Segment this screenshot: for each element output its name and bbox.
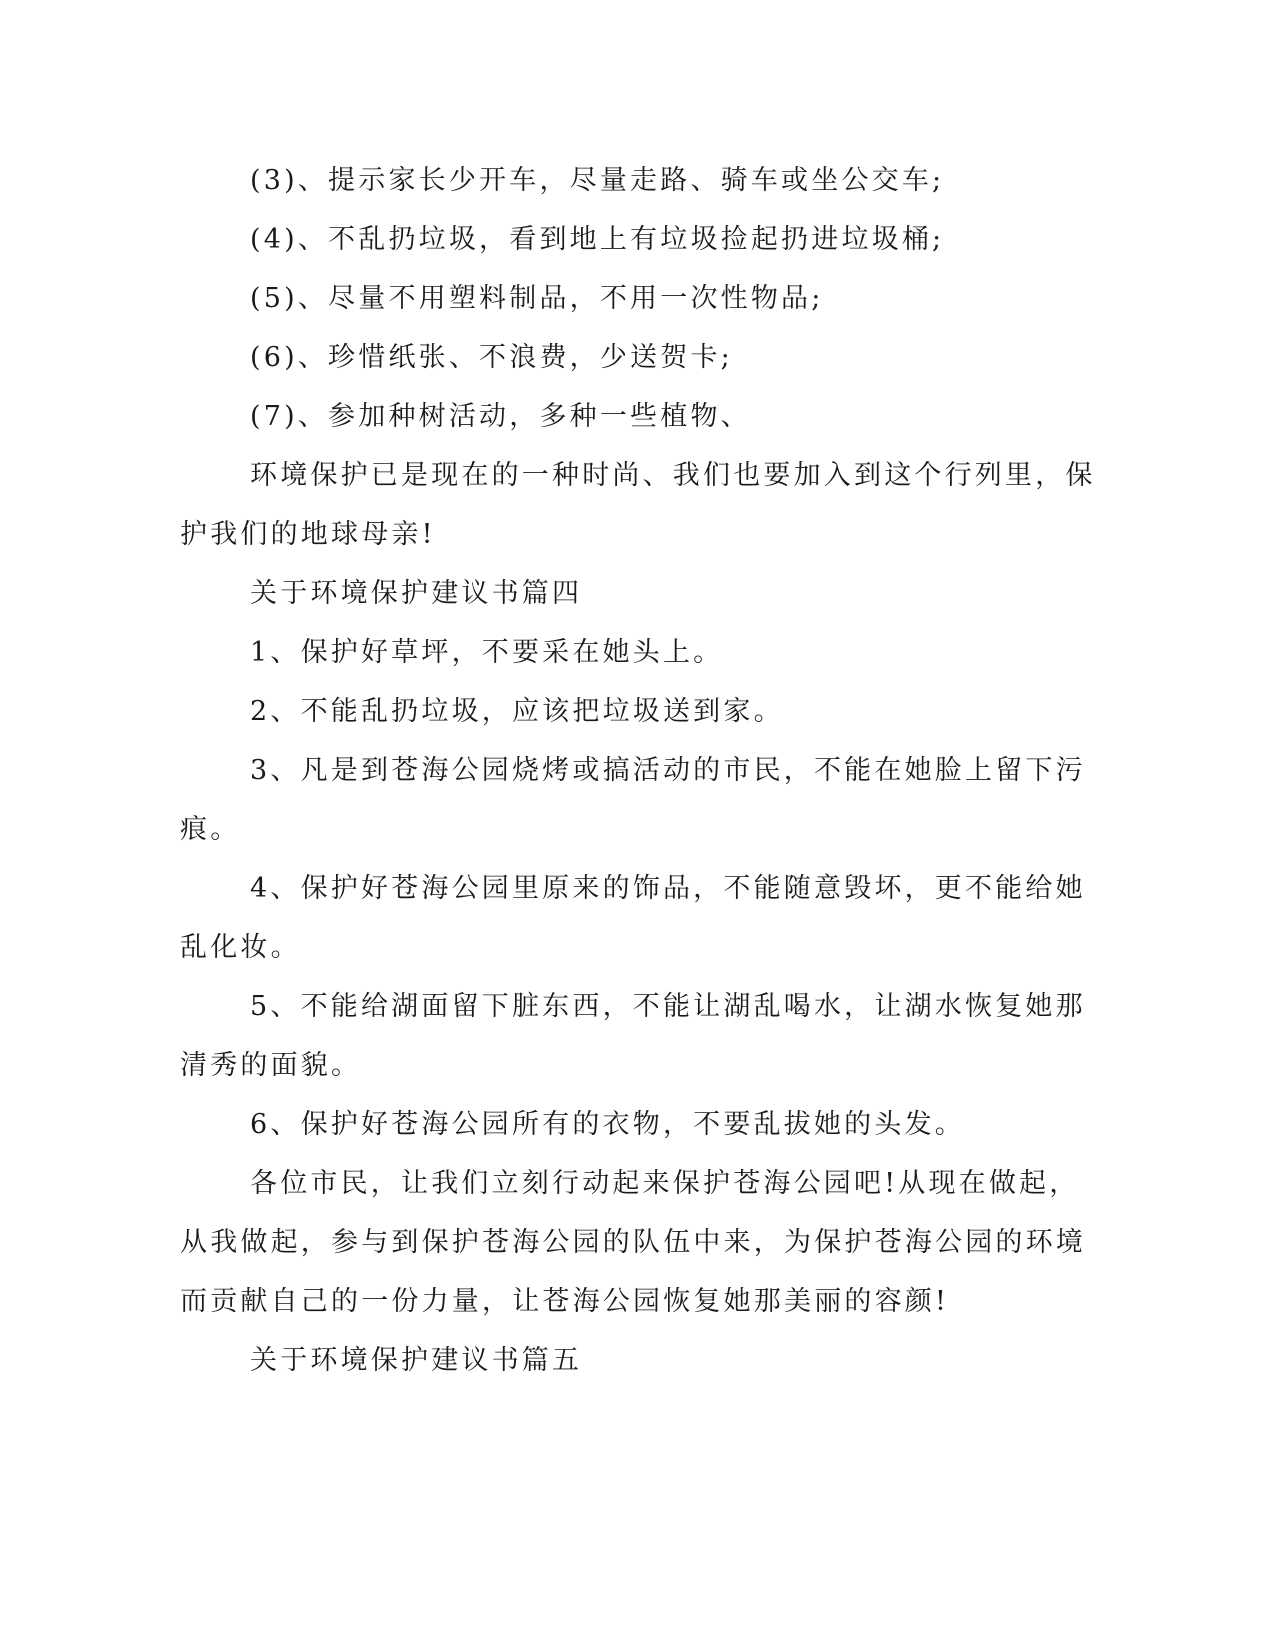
section-heading: 关于环境保护建议书篇四 <box>250 578 583 609</box>
list-item-continuation: 痕。 <box>180 814 241 845</box>
list-item-4: (4)、不乱扔垃圾，看到地上有垃圾捡起扔进垃圾桶; <box>250 224 945 255</box>
paragraph-line: 从我做起，参与到保护苍海公园的队伍中来，为保护苍海公园的环境 <box>180 1227 1086 1258</box>
list-item: 5、不能给湖面留下脏东西，不能让湖乱喝水，让湖水恢复她那 <box>250 991 1086 1022</box>
list-item-5: (5)、尽量不用塑料制品，不用一次性物品; <box>250 283 824 314</box>
list-item: 6、保护好苍海公园所有的衣物，不要乱拔她的头发。 <box>250 1109 965 1140</box>
list-item: 1、保护好草坪，不要采在她头上。 <box>250 637 724 668</box>
list-item: 3、凡是到苍海公园烧烤或搞活动的市民，不能在她脸上留下污 <box>250 755 1086 786</box>
section-heading: 关于环境保护建议书篇五 <box>250 1345 583 1376</box>
list-item-3: (3)、提示家长少开车，尽量走路、骑车或坐公交车; <box>250 165 945 196</box>
list-item: 4、保护好苍海公园里原来的饰品，不能随意毁坏，更不能给她 <box>250 873 1086 904</box>
list-item-6: (6)、珍惜纸张、不浪费，少送贺卡; <box>250 342 733 373</box>
paragraph-line: 各位市民，让我们立刻行动起来保护苍海公园吧!从现在做起， <box>250 1168 1080 1199</box>
list-item-continuation: 清秀的面貌。 <box>180 1050 362 1081</box>
paragraph-line: 环境保护已是现在的一种时尚、我们也要加入到这个行列里，保 <box>250 460 1096 491</box>
paragraph-line: 护我们的地球母亲! <box>180 519 436 550</box>
list-item-7: (7)、参加种树活动，多种一些植物、 <box>250 401 751 432</box>
paragraph-line: 而贡献自己的一份力量，让苍海公园恢复她那美丽的容颜! <box>180 1286 950 1317</box>
list-item: 2、不能乱扔垃圾，应该把垃圾送到家。 <box>250 696 784 727</box>
list-item-continuation: 乱化妆。 <box>180 932 301 963</box>
